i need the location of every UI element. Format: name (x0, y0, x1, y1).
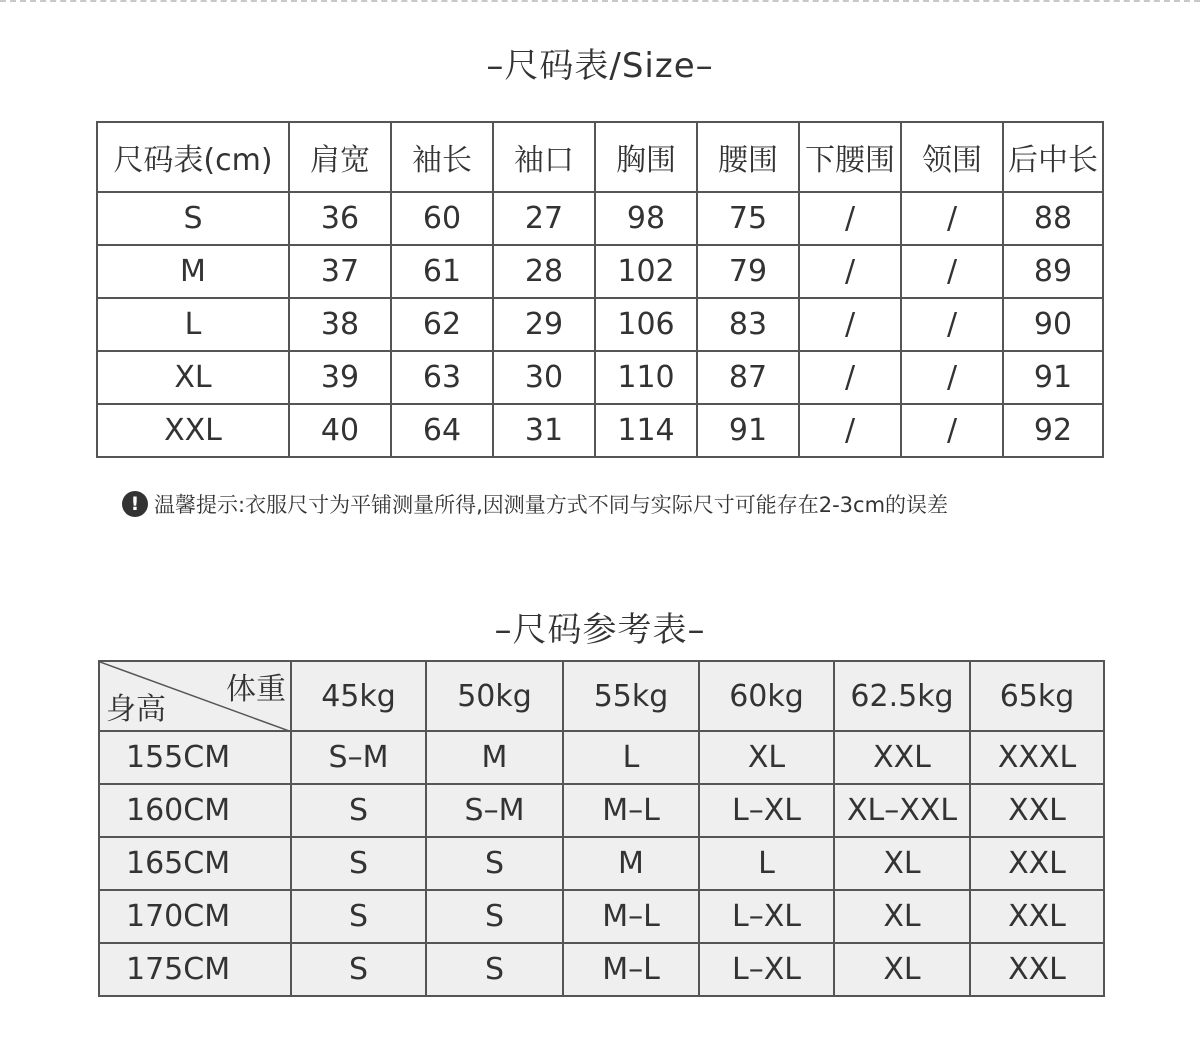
table-cell: / (799, 245, 901, 298)
table-cell: M (563, 837, 699, 890)
table-cell: S (426, 943, 563, 996)
table-cell: L (699, 837, 834, 890)
table-cell: 98 (595, 192, 697, 245)
table-cell: M–L (563, 943, 699, 996)
table-cell: / (901, 404, 1003, 457)
table-row (97, 351, 1103, 404)
note-text: 温馨提示:衣服尺寸为平铺测量所得,因测量方式不同与实际尺寸可能存在2-3cm的误差 (154, 493, 949, 517)
table-cell: XL (834, 943, 970, 996)
table-row (97, 404, 1103, 457)
table-cell: / (901, 245, 1003, 298)
table-cell: 37 (289, 245, 391, 298)
table-cell: 91 (1003, 351, 1103, 404)
size-table (96, 121, 1104, 458)
table-cell: 40 (289, 404, 391, 457)
table-cell: 90 (1003, 298, 1103, 351)
height-cell: 165CM (99, 837, 291, 890)
corner-header-cell (99, 661, 291, 731)
table-cell: / (799, 192, 901, 245)
weight-label: 体重 (226, 672, 286, 707)
height-cell: 170CM (99, 890, 291, 943)
table-cell: L–XL (699, 890, 834, 943)
ref-table-header-row (99, 661, 1104, 731)
table-cell: S–M (291, 731, 426, 784)
table-cell: 83 (697, 298, 799, 351)
table-cell: M (426, 731, 563, 784)
weight-header-cell: 60kg (699, 661, 834, 731)
size-reference-table (98, 660, 1105, 997)
table-cell: XXL (970, 890, 1104, 943)
table-cell: 38 (289, 298, 391, 351)
table-cell: L–XL (699, 784, 834, 837)
table-cell: L (563, 731, 699, 784)
table-cell: XXL (834, 731, 970, 784)
weight-header-cell: 50kg (426, 661, 563, 731)
size-header-cell: 后中长 (1003, 122, 1103, 192)
size-header-cell: 肩宽 (289, 122, 391, 192)
table-cell: 61 (391, 245, 493, 298)
measurement-note (122, 489, 948, 519)
height-cell: 175CM (99, 943, 291, 996)
table-cell: 102 (595, 245, 697, 298)
table-row (99, 731, 1104, 784)
size-header-cell: 胸围 (595, 122, 697, 192)
table-cell: S (291, 890, 426, 943)
size-header-cell: 腰围 (697, 122, 799, 192)
table-cell: XL–XXL (834, 784, 970, 837)
table-cell: S (291, 837, 426, 890)
table-cell: S (97, 192, 289, 245)
table-cell: 89 (1003, 245, 1103, 298)
size-header-cell: 袖口 (493, 122, 595, 192)
table-cell: 114 (595, 404, 697, 457)
table-cell: 106 (595, 298, 697, 351)
table-cell: XXL (970, 943, 1104, 996)
table-cell: XXL (97, 404, 289, 457)
table-cell: L–XL (699, 943, 834, 996)
table-cell: / (901, 351, 1003, 404)
table-row (97, 298, 1103, 351)
table-cell: 28 (493, 245, 595, 298)
weight-header-cell: 55kg (563, 661, 699, 731)
table-cell: 62 (391, 298, 493, 351)
size-header-cell: 下腰围 (799, 122, 901, 192)
table-cell: M–L (563, 784, 699, 837)
table-cell: L (97, 298, 289, 351)
weight-header-cell: 62.5kg (834, 661, 970, 731)
size-header-cell: 领围 (901, 122, 1003, 192)
table-cell: / (799, 351, 901, 404)
table-row (99, 943, 1104, 996)
table-cell: 30 (493, 351, 595, 404)
height-cell: 160CM (99, 784, 291, 837)
table-cell: 27 (493, 192, 595, 245)
table-cell: M (97, 245, 289, 298)
table-cell: / (799, 298, 901, 351)
table-row (99, 837, 1104, 890)
table-cell: / (901, 298, 1003, 351)
size-reference-title: –尺码参考表– (494, 610, 706, 650)
table-cell: XL (834, 890, 970, 943)
table-cell: S (426, 837, 563, 890)
table-cell: 29 (493, 298, 595, 351)
table-cell: 91 (697, 404, 799, 457)
dashed-divider (0, 0, 1200, 2)
table-cell: S (291, 943, 426, 996)
table-cell: 64 (391, 404, 493, 457)
table-cell: 110 (595, 351, 697, 404)
table-cell: 63 (391, 351, 493, 404)
size-table-header-row (97, 122, 1103, 192)
table-cell: 75 (697, 192, 799, 245)
table-cell: XXL (970, 837, 1104, 890)
weight-header-cell: 65kg (970, 661, 1104, 731)
table-row (99, 784, 1104, 837)
height-label: 身高 (106, 692, 166, 727)
table-row (97, 245, 1103, 298)
table-cell: XXXL (970, 731, 1104, 784)
weight-header-cell: 45kg (291, 661, 426, 731)
table-cell: / (901, 192, 1003, 245)
table-cell: XL (699, 731, 834, 784)
table-cell: 36 (289, 192, 391, 245)
table-cell: XL (97, 351, 289, 404)
table-cell: XXL (970, 784, 1104, 837)
table-cell: 88 (1003, 192, 1103, 245)
size-header-cell: 袖长 (391, 122, 493, 192)
size-header-cell: 尺码表(cm) (97, 122, 289, 192)
table-cell: S (291, 784, 426, 837)
table-cell: 79 (697, 245, 799, 298)
table-cell: 39 (289, 351, 391, 404)
height-cell: 155CM (99, 731, 291, 784)
table-cell: / (799, 404, 901, 457)
table-cell: M–L (563, 890, 699, 943)
table-cell: 60 (391, 192, 493, 245)
exclamation-icon: ! (122, 491, 148, 517)
table-cell: S (426, 890, 563, 943)
table-cell: 31 (493, 404, 595, 457)
table-cell: XL (834, 837, 970, 890)
table-cell: 87 (697, 351, 799, 404)
table-row (97, 192, 1103, 245)
table-row (99, 890, 1104, 943)
table-cell: 92 (1003, 404, 1103, 457)
size-chart-title: –尺码表/Size– (486, 46, 714, 86)
table-cell: S–M (426, 784, 563, 837)
